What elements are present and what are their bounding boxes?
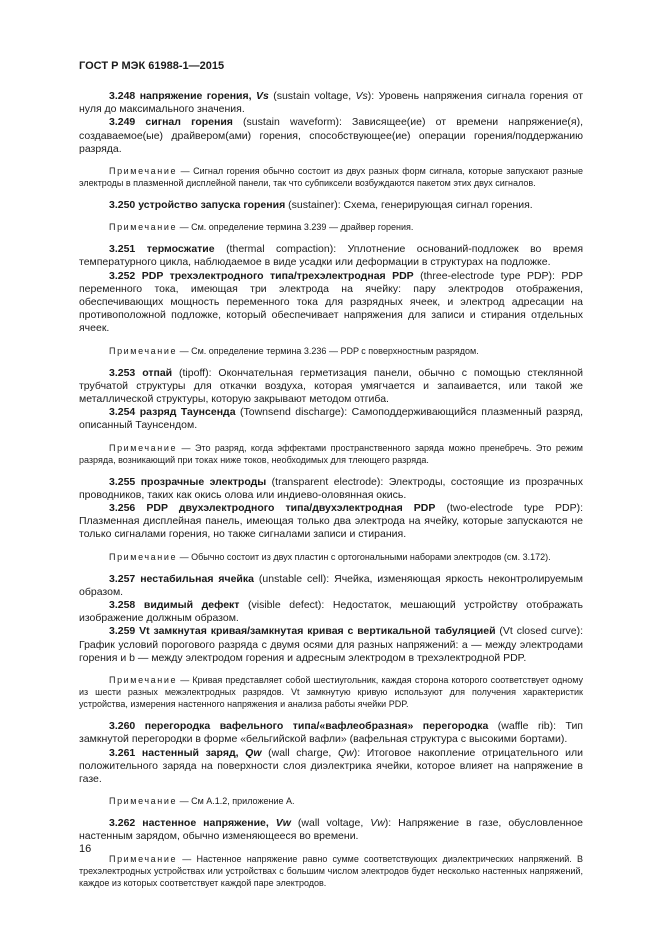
term-title: отпай (142, 366, 173, 379)
term-entry: 3.248 напряжение горения, Vs (sustain voltage, Vs): Уровень напряжения сигнала горения от нуля до максимального значения. (79, 90, 584, 116)
term-entry: 3.251 термосжатие (thermal compaction): Уплотнение оснований-подложек во время температурного цикла, наблюдаемое в виде усадки или деформации в структурах на подложке. (79, 243, 584, 269)
document-header: ГОСТ Р МЭК 61988-1—2015 (79, 60, 225, 72)
term-number: 3.255 (109, 475, 136, 488)
note-label: Примечание (109, 345, 178, 356)
note-label: Примечание (109, 222, 178, 233)
term-number: 3.250 (109, 199, 136, 212)
term-number: 3.259 (109, 625, 136, 638)
terms-list (79, 90, 583, 899)
term-number: 3.260 (109, 720, 136, 733)
term-title: устройство запуска горения (138, 199, 286, 212)
term-number: 3.249 (109, 116, 136, 129)
term-entry: 3.261 настенный заряд, Qw (wall charge, Qw): Итоговое накопление отрицательного или положительного заряда на поверхности слоя диэлектрика ячейки, которое влияет на напряжение в газе. (79, 746, 584, 785)
term-title: настенное напряжение, (142, 817, 269, 830)
note: Примечание — Настенное напряжение равно сумме соответствующих диэлектрических напряжений. В трехэлектродных устройствах или устройствах с большим числом электродов будет несколько настенных напряжений, каждое из которых соответствует каждой паре электродов. (79, 853, 583, 888)
term-entry: 3.249 сигнал горения (sustain waveform): Зависящее(ие) от времени напряжение(я), создаваемое(ые) драйвером(ами) горения, способствующее(ие) операции горения/поддержанию разряда. (79, 116, 584, 155)
term-entry: 3.259 Vt замкнутая кривая/замкнутая кривая с вертикальной табуляцией (Vt closed curve): График условий порогового разряда с двумя осями для разных напряжений: a — между электродами горения и b — между электродом горения и адресным электродом в трехэлектродной PDP. (79, 625, 583, 664)
term-number: 3.254 (109, 406, 136, 419)
term-title: напряжение горения, (139, 90, 252, 102)
page-number: 16 (79, 843, 92, 855)
term-title: нестабильная ячейка (140, 572, 254, 585)
term-symbol: Qw (245, 746, 262, 759)
note-label: Примечание (109, 166, 178, 177)
term-title: сигнал горения (145, 116, 233, 129)
term-entry: 3.256 PDP двухэлектродного типа/двухэлектродная PDP (two-electrode type PDP): Плазменная дисплейная панель, имеющая только два электрода на ячейку, которые запускаются не только сигналами горения, но также сигналами записи и стирания. (79, 502, 583, 541)
note-label: Примечание (109, 796, 178, 807)
note-label: Примечание (109, 853, 178, 864)
term-number: 3.253 (109, 366, 136, 379)
term-number: 3.258 (109, 599, 136, 612)
term-title: прозрачные электроды (140, 475, 267, 488)
term-number: 3.248 (109, 90, 136, 102)
term-entry: 3.262 настенное напряжение, Vw (wall voltage, Vw): Напряжение в газе, обусловленное настенным зарядом, обычно изменяющееся во времени. (79, 817, 583, 843)
term-title: термосжатие (146, 243, 215, 256)
term-symbol: Vw (275, 817, 291, 830)
term-entry: 3.260 перегородка вафельного типа/«вафлеобразная» перегородка (waffle rib): Тип замкнутой перегородки в форме «бельгийской вафли» (вафельная структура с высокими бортами). (79, 720, 583, 746)
term-title: настенный заряд, (141, 746, 239, 759)
term-entry: 3.255 прозрачные электроды (transparent electrode): Электроды, состоящие из прозрачных проводников, таких как окись олова или индиево-оловянная окись. (79, 475, 583, 501)
term-number: 3.251 (109, 243, 136, 256)
term-title: PDP трехэлектродного типа/трехэлектродная PDP (141, 269, 414, 282)
term-title: видимый дефект (143, 599, 240, 612)
term-number: 3.252 (109, 269, 136, 282)
term-entry: 3.250 устройство запуска горения (sustainer): Схема, генерирующая сигнал горения. (109, 199, 533, 212)
note: Примечание — Кривая представляет собой шестиугольник, каждая сторона которого соответствует одному из шести разных межэлектродных разрядов. Vt замкнутую кривую используют для получения характеристик устройства, измерения настенного напряжения и анализа работы ячейки PDP. (79, 675, 583, 710)
term-entry: 3.253 отпай (tipoff): Окончательная герметизация панели, обычно с помощью стеклянной трубчатой структуры для откачки воздуха, которая умягчается и запаивается, или такой же металлической структуры, которую закрывают методом отгиба. (79, 366, 584, 406)
term-number: 3.256 (109, 502, 136, 515)
note-label: Примечание (109, 675, 178, 686)
term-title: перегородка вафельного типа/«вафлеобразная» перегородка (144, 720, 489, 733)
term-symbol: Vs (255, 90, 269, 102)
note: Примечание — См. определение термина 3.239 — драйвер горения. (109, 222, 414, 233)
term-title: Vt замкнутая кривая/замкнутая кривая с вертикальной табуляцией (139, 625, 496, 638)
term-entry: 3.254 разряд Таунсенда (Townsend discharge): Самоподдерживающийся плазменный разряд, описанный Таунсендом. (79, 406, 583, 432)
note: Примечание — Обычно состоит из двух пластин с ортогональными наборами электродов (см. 3.172). (109, 551, 551, 562)
note-label: Примечание (109, 551, 178, 562)
note-label: Примечание (109, 442, 178, 453)
term-entry: 3.252 PDP трехэлектродного типа/трехэлектродная PDP (three-electrode type PDP): PDP переменного тока, имеющая три электрода на ячейку: пару электродов отображения, обеспечивающих мощность переменного тока для разрядных ячеек, и электрод адресации на противоположной подложке, который обеспечивает напряжения для записи и стирания отдельных ячеек. (79, 269, 584, 335)
note: Примечание — См. определение термина 3.236 — PDP с поверхностным разрядом. (109, 345, 479, 356)
term-entry: 3.257 нестабильная ячейка (unstable cell): Ячейка, изменяющая яркость неконтролируемым образом. (79, 572, 583, 598)
term-number: 3.261 (109, 746, 136, 759)
term-title: PDP двухэлектродного типа/двухэлектродная PDP (146, 502, 436, 515)
term-entry: 3.258 видимый дефект (visible defect): Недостаток, мешающий устройству отображать изображение должным образом. (79, 599, 583, 625)
term-number: 3.257 (109, 572, 136, 585)
note: Примечание — См А.1.2, приложение А. (109, 796, 295, 807)
term-number: 3.262 (109, 817, 136, 830)
term-title: разряд Таунсенда (139, 406, 236, 419)
note: Примечание — Сигнал горения обычно состоит из двух разных форм сигнала, которые запускают разные электроды в плазменной дисплейной панели, так что субпиксели возбуждаются пакетом этих двух сигналов. (79, 166, 583, 189)
note: Примечание — Это разряд, когда эффектами пространственного заряда можно пренебречь. Это режим разряда, возникающий при токах ниже токов, необходимых для тлеющего разряда. (79, 442, 583, 465)
